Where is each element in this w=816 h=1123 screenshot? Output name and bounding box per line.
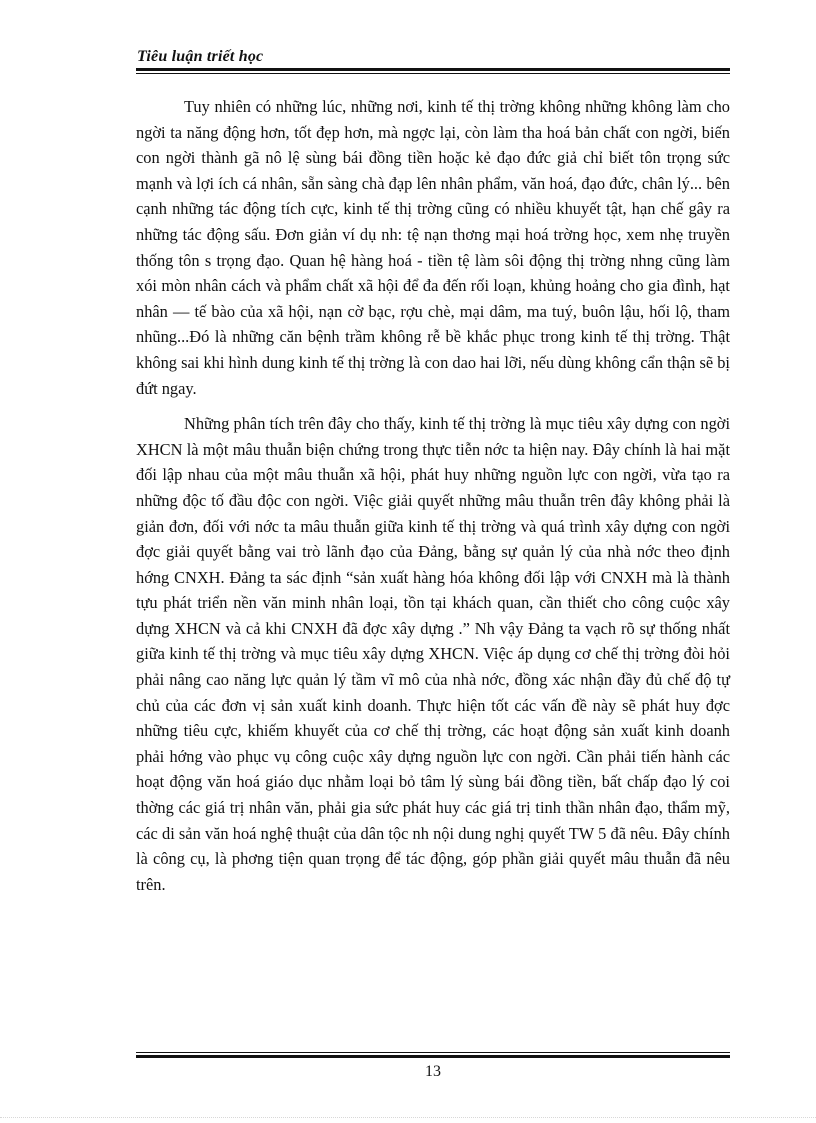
header-rule-thick <box>136 68 730 71</box>
footer-rule-thin <box>136 1052 730 1053</box>
footer-rule-thick <box>136 1055 730 1058</box>
page-footer <box>136 1052 730 1082</box>
page-header <box>136 48 730 74</box>
paragraph-2: Những phân tích trên đây cho thấy, kinh tế thị trờng là mục tiêu xây dựng con ngời XHCN là một mâu thuẫn biện chứng trong thực tiễn nớc ta hiện nay. Đây chính là hai mặt đối lập nhau của một mâu thuẫn xã hội, phát huy những nguồn lực con ngời, vừa tạo ra những độc tố đầu độc con ngời. Việc giải quyết những mâu thuẫn trên đây không phải là giản đơn, đối với nớc ta mâu thuẫn giữa kinh tế thị trờng và quá trình xây dựng con ngời đợc giải quyết bằng vai trò lãnh đạo của Đảng, bằng sự quản lý của nhà nớc theo định hớng CNXH. Đảng ta sác định “sản xuất hàng hóa không đối lập với CNXH mà là thành tựu phát triển nền văn minh nhân loại, tồn tại khách quan, cần thiết cho công cuộc xây dựng XHCN và cả khi CNXH đã đợc xây dựng .” Nh vậy Đảng ta vạch rõ sự thống nhất giữa kinh tế thị trờng và mục tiêu xây dựng XHCN. Việc áp dụng cơ chế thị trờng đòi hỏi phải nâng cao năng lực quản lý tầm vĩ mô của nhà nớc, đồng xác nhận đầy đủ chế độ tự chủ của các đơn vị sản xuất kinh doanh. Thực hiện tốt các vấn đề này sẽ phát huy đợc những tiêu cực, khiếm khuyết của cơ chế thị trờng, các hoạt động sản xuất kinh doanh phải hớng vào phục vụ công cuộc xây dựng nguồn lực con ngời. Cần phải tiến hành các hoạt động văn hoá giáo dục nhằm loại bỏ tâm lý sùng bái đồng tiền, bất chấp đạo lý coi thờng các giá trị nhân văn, phải gia sức phát huy các giá trị tinh thần nhân đạo, thẩm mỹ, các di sản văn hoá nghệ thuật của dân tộc nh nội dung nghị quyết TW 5 đã nêu. Đây chính là công cụ, là phơng tiện quan trọng để tác động, góp phần giải quyết mâu thuẫn đã nêu trên. <box>136 414 730 894</box>
document-body <box>136 94 730 907</box>
page-bottom-border <box>0 1117 816 1118</box>
page-number: 13 <box>425 1063 441 1080</box>
paragraph-1: Tuy nhiên có những lúc, những nơi, kinh tế thị trờng không những không làm cho ngời ta năng động hơn, tốt đẹp hơn, mà ngợc lại, còn làm tha hoá bản chất con ngời, biến con ngời thành gã nô lệ sùng bái đồng tiền hoặc kẻ đạo đức giả chỉ biết tôn trọng sức mạnh và lợi ích cá nhân, sẵn sàng chà đạp lên nhân phẩm, văn hoá, đạo đức, chân lý... bên cạnh những tác động tích cực, kinh tế thị trờng cũng có nhiều khuyết tật, hạn chế gây ra những tác động sấu. Đơn giản ví dụ nh: tệ nạn thơng mại hoá trờng học, xem nhẹ truyền thống tôn s trọng đạo. Quan hệ hàng hoá - tiền tệ làm sôi động thị trờng nhng cũng làm xói mòn nhân cách và phẩm chất xã hội để đa đến rối loạn, khủng hoảng cho gia đình, hạt nhân — tế bào của xã hội, nạn cờ bạc, rợu chè, mại dâm, ma tuý, buôn lậu, hối lộ, tham nhũng...Đó là những căn bệnh trầm không rễ bề khắc phục trong kinh tế thị trờng. Thật không sai khi hình dung kinh tế thị trờng là con dao hai lỡi, nếu dùng không cẩn thận sẽ bị đứt ngay. <box>136 97 730 398</box>
header-title: Tiêu luận triết học <box>137 48 264 65</box>
header-rule-thin <box>136 73 730 74</box>
